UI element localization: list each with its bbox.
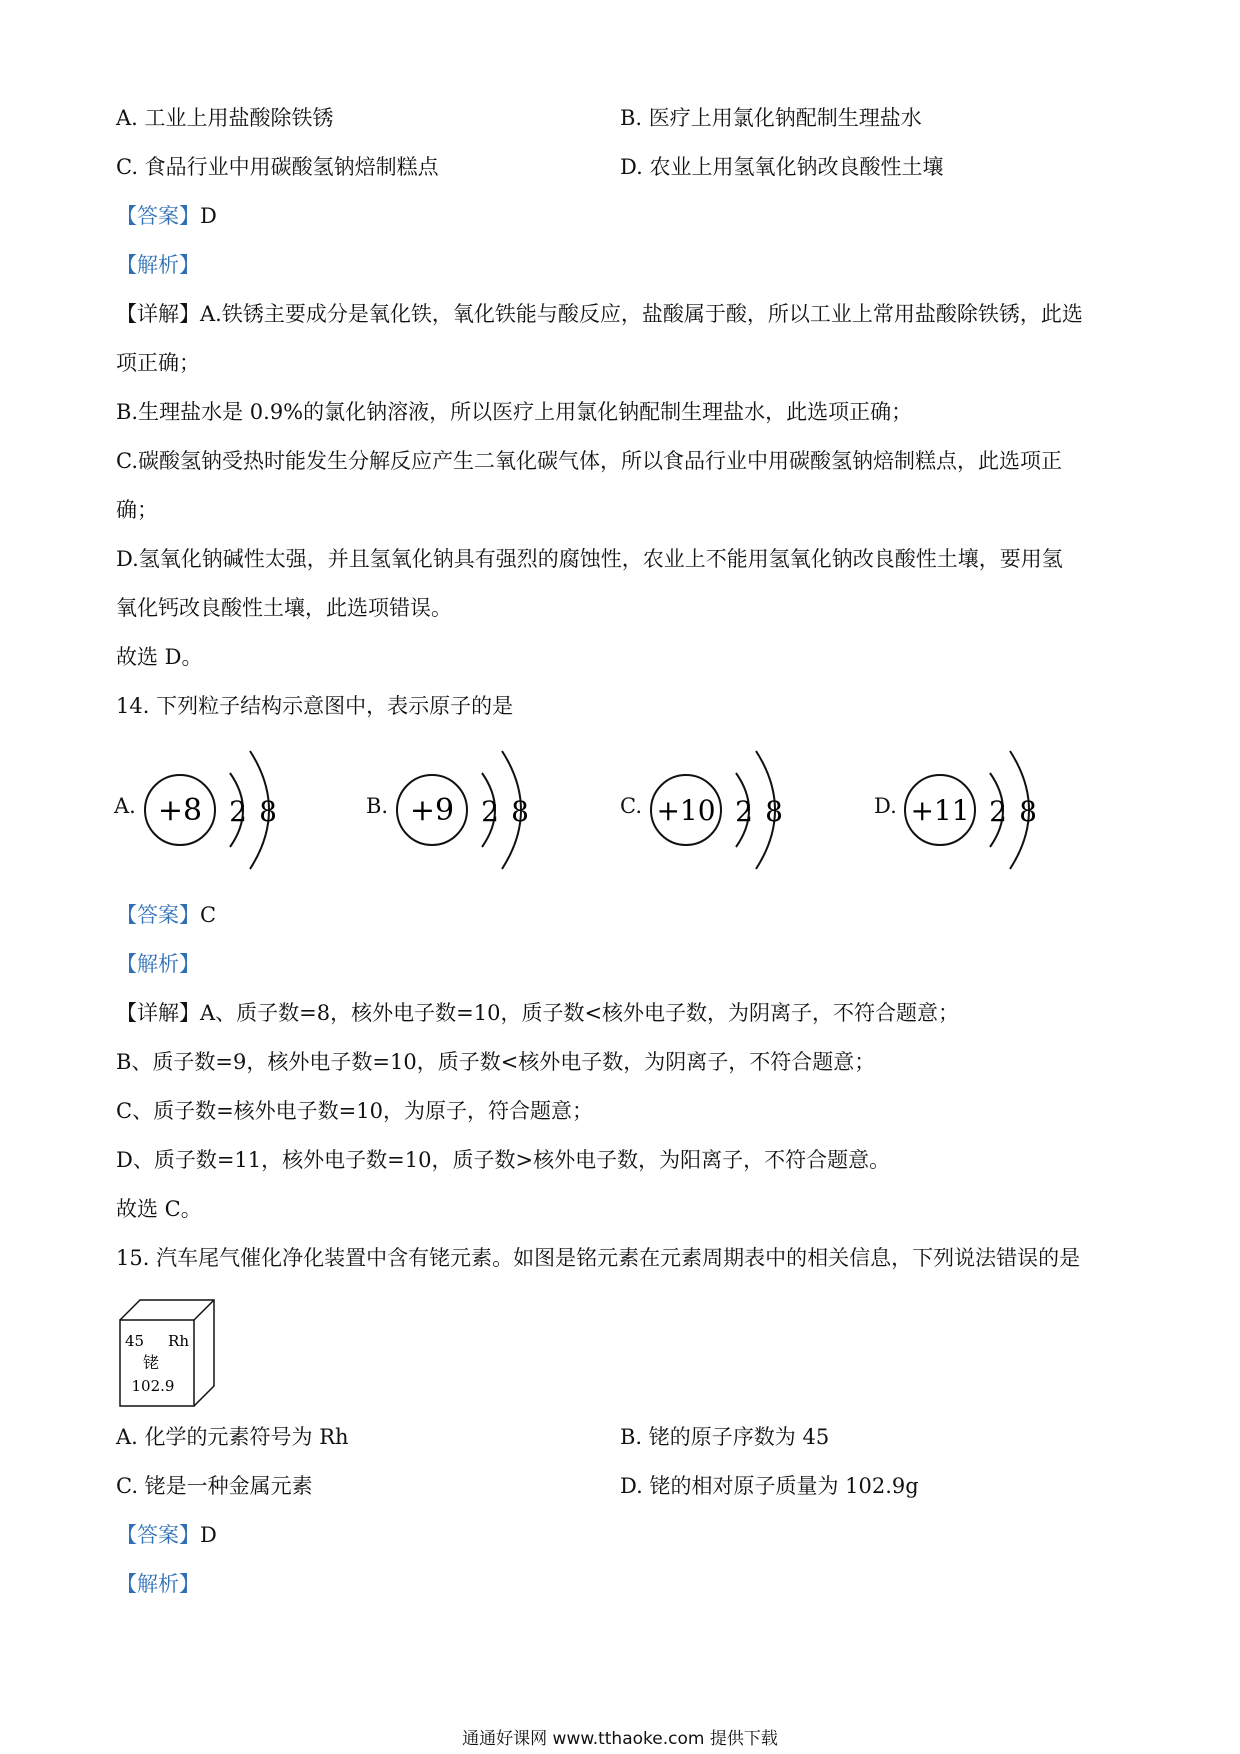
q15-analysis-tag: 【解析】	[116, 1572, 200, 1596]
detail-tag: 【详解】	[116, 302, 200, 326]
shell-2-electrons: 8	[1019, 795, 1037, 828]
q13-detail-line: C.碳酸氢钠受热时能发生分解反应产生二氧化碳气体，所以食品行业中用碳酸氢钠焙制糕点，此选项正	[116, 449, 1062, 473]
element-cube-icon	[118, 1298, 218, 1410]
q14-conclusion: 故选 C。	[116, 1197, 202, 1221]
q13-option-d: D. 农业上用氢氧化钠改良酸性土壤	[620, 155, 944, 179]
answer-value: C	[200, 903, 217, 927]
q15-answer	[116, 1520, 217, 1550]
q13-detail-line: B.生理盐水是 0.9%的氯化钠溶液，所以医疗上用氯化钠配制生理盐水，此选项正确；	[116, 400, 913, 424]
q14-detail-line: D、质子数=11，核外电子数=10，质子数>核外电子数，为阳离子，不符合题意。	[116, 1148, 891, 1172]
q14-analysis-tag: 【解析】	[116, 952, 200, 976]
q13-detail-line: 项正确；	[116, 351, 200, 375]
answer-tag: 【答案】	[116, 903, 200, 927]
atom-option-letter: B.	[366, 794, 389, 818]
answer-value: D	[200, 1523, 217, 1547]
q13-option-a: A. 工业上用盐酸除铁锈	[116, 106, 334, 130]
q14-stem: 14. 下列粒子结构示意图中，表示原子的是	[116, 694, 514, 718]
shell-1-electrons: 2	[989, 795, 1007, 828]
nucleus-charge: +11	[910, 794, 970, 827]
q15-option-c: C. 铑是一种金属元素	[116, 1474, 313, 1498]
cube-top-edge	[194, 1300, 214, 1320]
atomic-mass: 102.9	[131, 1377, 175, 1395]
shell-2-electrons: 8	[765, 795, 783, 828]
q15-option-a: A. 化学的元素符号为 Rh	[116, 1425, 349, 1449]
q13-detail-line	[116, 299, 1083, 329]
shell-1-electrons: 2	[735, 795, 753, 828]
q14-detail-line: C、质子数=核外电子数=10，为原子，符合题意；	[116, 1099, 593, 1123]
q15-stem: 15. 汽车尾气催化净化装置中含有铑元素。如图是铭元素在元素周期表中的相关信息，下列说法错误的是	[116, 1246, 1081, 1270]
atom-structure-icon	[644, 745, 794, 875]
q14-detail-line	[116, 998, 959, 1028]
atom-structure-icon	[390, 745, 540, 875]
atomic-number: 45	[125, 1332, 145, 1350]
q14-detail-line: B、质子数=9，核外电子数=10，质子数<核外电子数，为阴离子，不符合题意；	[116, 1050, 876, 1074]
atom-diagram-c	[620, 745, 820, 875]
atom-structure-icon	[138, 745, 288, 875]
atom-diagram-d	[874, 745, 1074, 875]
atom-diagram-a	[114, 745, 314, 875]
q13-detail-line: D.氢氧化钠碱性太强，并且氢氧化钠具有强烈的腐蚀性，农业上不能用氢氧化钠改良酸性土壤，要用氢	[116, 547, 1063, 571]
atom-option-letter: C.	[620, 794, 642, 818]
answer-tag: 【答案】	[116, 1523, 200, 1547]
q13-option-b: B. 医疗上用氯化钠配制生理盐水	[620, 106, 922, 130]
answer-tag: 【答案】	[116, 204, 200, 228]
q13-detail-line: 确；	[116, 498, 158, 522]
q13-conclusion: 故选 D。	[116, 645, 203, 669]
periodic-element-tile	[118, 1298, 218, 1410]
detail-text: A、质子数=8，核外电子数=10，质子数<核外电子数，为阴离子，不符合题意；	[200, 1001, 960, 1025]
atom-structure-icon	[898, 745, 1048, 875]
detail-tag: 【详解】	[116, 1001, 200, 1025]
q14-answer	[116, 900, 216, 930]
shell-1-electrons: 2	[481, 795, 499, 828]
shell-2-electrons: 8	[511, 795, 529, 828]
q13-option-c: C. 食品行业中用碳酸氢钠焙制糕点	[116, 155, 439, 179]
nucleus-charge: +10	[656, 794, 716, 827]
q13-answer	[116, 201, 217, 231]
shell-2-electrons: 8	[259, 795, 277, 828]
nucleus-charge: +8	[157, 793, 203, 828]
element-name: 铑	[142, 1353, 160, 1372]
answer-value: D	[200, 204, 217, 228]
atom-diagram-b	[366, 745, 566, 875]
q13-detail-line: 氧化钙改良酸性土壤，此选项错误。	[116, 596, 452, 620]
nucleus-charge: +9	[409, 793, 455, 828]
element-symbol: Rh	[168, 1332, 189, 1350]
q15-option-b: B. 铑的原子序数为 45	[620, 1425, 830, 1449]
q15-option-d: D. 铑的相对原子质量为 102.9g	[620, 1474, 919, 1498]
atom-option-letter: D.	[874, 794, 897, 818]
atom-option-letter: A.	[114, 794, 136, 818]
shell-1-electrons: 2	[229, 795, 247, 828]
q13-analysis-tag: 【解析】	[116, 253, 200, 277]
detail-text: A.铁锈主要成分是氧化铁，氧化铁能与酸反应，盐酸属于酸，所以工业上常用盐酸除铁锈，此选	[200, 302, 1083, 326]
page-footer: 通通好课网 www.tthaoke.com 提供下载	[462, 1729, 778, 1749]
